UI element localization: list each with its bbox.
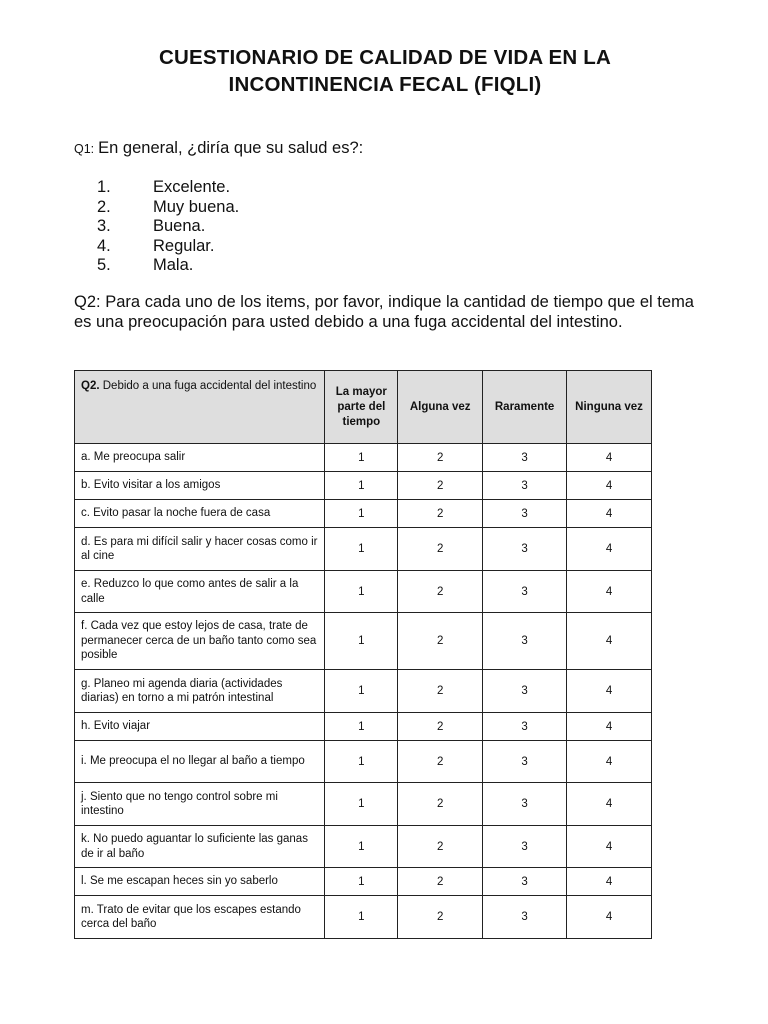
- row-label: m. Trato de evitar que los escapes estando cerca del baño: [75, 896, 325, 939]
- option-item: [97, 237, 239, 257]
- row-value: 4: [567, 472, 652, 500]
- row-value: 1: [325, 472, 398, 500]
- row-value: 2: [398, 528, 483, 571]
- option-number: 2.: [97, 197, 111, 216]
- row-value: 3: [483, 670, 567, 713]
- option-label: Muy buena.: [153, 197, 240, 216]
- row-value: 4: [567, 528, 652, 571]
- row-label: h. Evito viajar: [75, 713, 325, 741]
- table-row: [75, 713, 652, 741]
- option-number: 1.: [97, 178, 111, 196]
- option-number: 3.: [97, 217, 111, 236]
- row-value: 3: [483, 896, 567, 939]
- option-label: Buena.: [153, 217, 206, 236]
- row-label: b. Evito visitar a los amigos: [75, 472, 325, 500]
- row-value: 1: [325, 571, 398, 613]
- row-value: 1: [325, 670, 398, 713]
- title-line-1: CUESTIONARIO DE CALIDAD DE VIDA EN LA: [159, 46, 611, 69]
- table-row: [75, 868, 652, 896]
- row-value: 2: [398, 896, 483, 939]
- row-value: 4: [567, 670, 652, 713]
- row-value: 4: [567, 500, 652, 528]
- title-line-2: INCONTINENCIA FECAL (FIQLI): [228, 73, 542, 96]
- question-1-id: Q1:: [74, 142, 95, 156]
- table-row: [75, 741, 652, 783]
- row-label: e. Reduzco lo que como antes de salir a la calle: [75, 571, 325, 613]
- table-row: [75, 528, 652, 571]
- row-value: 3: [483, 571, 567, 613]
- table-header-row: [75, 371, 652, 444]
- row-label: g. Planeo mi agenda diaria (actividades diarias) en torno a mi patrón intestinal: [75, 670, 325, 713]
- header-col-1: La mayor parte del tiempo: [325, 371, 398, 444]
- row-value: 1: [325, 444, 398, 472]
- row-value: 1: [325, 528, 398, 571]
- row-value: 2: [398, 826, 483, 868]
- option-item: [97, 256, 239, 276]
- row-value: 2: [398, 571, 483, 613]
- row-value: 3: [483, 444, 567, 472]
- row-value: 3: [483, 500, 567, 528]
- row-value: 3: [483, 868, 567, 896]
- table-row: [75, 571, 652, 613]
- table-row: [75, 783, 652, 826]
- option-number: 4.: [97, 236, 111, 255]
- option-label: Regular.: [153, 236, 215, 255]
- header-col-3: Raramente: [483, 371, 567, 444]
- table-row: [75, 613, 652, 670]
- row-value: 2: [398, 500, 483, 528]
- row-value: 4: [567, 868, 652, 896]
- row-value: 2: [398, 670, 483, 713]
- row-value: 4: [567, 896, 652, 939]
- option-item: [97, 198, 239, 218]
- row-value: 4: [567, 826, 652, 868]
- row-label: c. Evito pasar la noche fuera de casa: [75, 500, 325, 528]
- row-value: 1: [325, 826, 398, 868]
- header-item-text: Debido a una fuga accidental del intestino: [99, 380, 317, 392]
- table-row: [75, 444, 652, 472]
- row-value: 4: [567, 783, 652, 826]
- row-value: 4: [567, 713, 652, 741]
- row-value: 2: [398, 444, 483, 472]
- table-row: [75, 500, 652, 528]
- table-row: [75, 472, 652, 500]
- header-col-2: Alguna vez: [398, 371, 483, 444]
- row-label: k. No puedo aguantar lo suficiente las ganas de ir al baño: [75, 826, 325, 868]
- row-value: 3: [483, 783, 567, 826]
- question-2-text: Q2: Para cada uno de los items, por favor, indique la cantidad de tiempo que el tema es una preocupación para usted debido a una fuga accidental del intestino.: [74, 293, 694, 332]
- question-1-text: En general, ¿diría que su salud es?:: [98, 139, 364, 157]
- row-value: 4: [567, 444, 652, 472]
- row-label: f. Cada vez que estoy lejos de casa, trate de permanecer cerca de un baño tanto como sea posible: [75, 613, 325, 670]
- row-label: a. Me preocupa salir: [75, 444, 325, 472]
- row-value: 1: [325, 613, 398, 670]
- header-item-id: Q2.: [81, 380, 100, 392]
- option-number: 5.: [97, 256, 111, 275]
- option-item: [97, 217, 239, 237]
- row-value: 3: [483, 713, 567, 741]
- header-col-4: Ninguna vez: [567, 371, 652, 444]
- row-label: i. Me preocupa el no llegar al baño a tiempo: [75, 741, 325, 783]
- document-title: [60, 44, 710, 98]
- row-value: 3: [483, 472, 567, 500]
- row-value: 2: [398, 472, 483, 500]
- question-1-options: [97, 178, 239, 276]
- row-label: d. Es para mi difícil salir y hacer cosas como ir al cine: [75, 528, 325, 571]
- row-value: 3: [483, 613, 567, 670]
- row-value: 3: [483, 528, 567, 571]
- question-2-table: [74, 370, 652, 939]
- row-value: 2: [398, 613, 483, 670]
- option-label: Mala.: [153, 256, 194, 275]
- option-label: Excelente.: [153, 178, 231, 196]
- question-1: [74, 139, 363, 158]
- row-value: 4: [567, 613, 652, 670]
- row-value: 2: [398, 713, 483, 741]
- row-value: 3: [483, 826, 567, 868]
- row-label: l. Se me escapan heces sin yo saberlo: [75, 868, 325, 896]
- row-value: 2: [398, 783, 483, 826]
- row-value: 3: [483, 741, 567, 783]
- row-value: 2: [398, 741, 483, 783]
- row-value: 1: [325, 713, 398, 741]
- row-value: 1: [325, 783, 398, 826]
- option-item: [97, 178, 239, 198]
- row-value: 1: [325, 896, 398, 939]
- row-value: 4: [567, 741, 652, 783]
- row-value: 1: [325, 741, 398, 783]
- row-value: 4: [567, 571, 652, 613]
- table-row: [75, 670, 652, 713]
- table-row: [75, 826, 652, 868]
- row-value: 1: [325, 500, 398, 528]
- header-item: [75, 371, 325, 444]
- row-label: j. Siento que no tengo control sobre mi intestino: [75, 783, 325, 826]
- row-value: 1: [325, 868, 398, 896]
- row-value: 2: [398, 868, 483, 896]
- table-row: [75, 896, 652, 939]
